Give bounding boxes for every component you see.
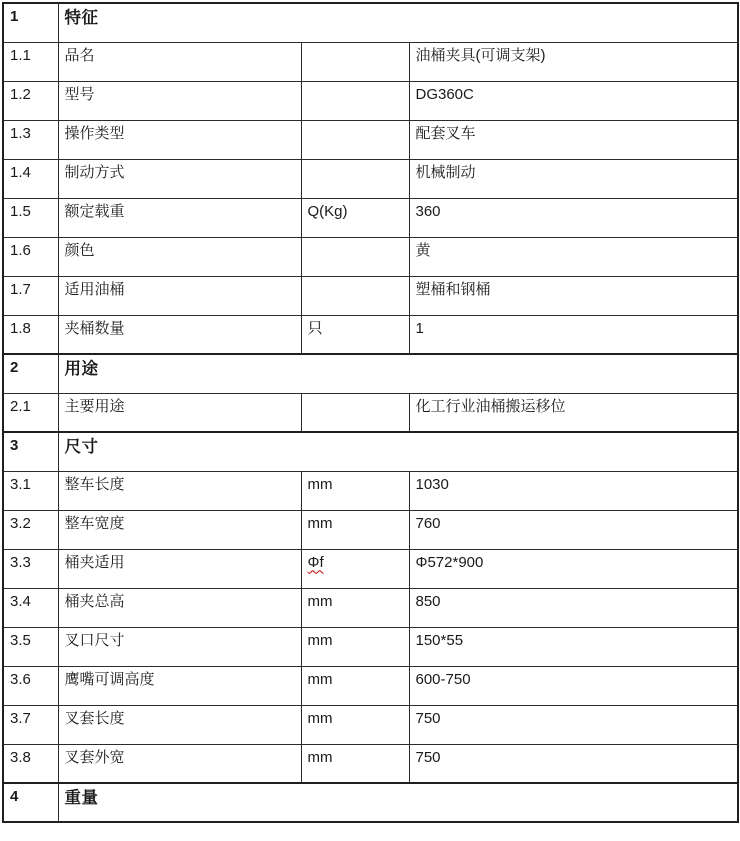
spec-value: 化工行业油桶搬运移位: [409, 393, 738, 432]
spec-unit-cell: [301, 159, 409, 198]
spec-unit: mm: [307, 748, 333, 766]
table-row: [3, 198, 738, 237]
row-number: 3.1: [3, 471, 58, 510]
spec-unit-cell: [301, 276, 409, 315]
spec-label: 颜色: [58, 237, 301, 276]
table-row: [3, 627, 738, 666]
spec-label: 制动方式: [58, 159, 301, 198]
spec-label: 桶夹总高: [58, 588, 301, 627]
table-row: [3, 588, 738, 627]
spec-unit: mm: [307, 475, 333, 493]
table-row: [3, 666, 738, 705]
row-number: 3.4: [3, 588, 58, 627]
spec-value: 黄: [409, 237, 738, 276]
row-number: 1.8: [3, 315, 58, 354]
spec-unit-cell: [301, 588, 409, 627]
table-row: [3, 705, 738, 744]
spec-value: 600-750: [409, 666, 738, 705]
row-number: 3.2: [3, 510, 58, 549]
table-row: [3, 81, 738, 120]
spec-value: 1: [409, 315, 738, 354]
spec-unit: mm: [307, 670, 333, 688]
table-row: [3, 510, 738, 549]
spec-value: 机械制动: [409, 159, 738, 198]
section-title: 用途: [58, 354, 738, 393]
spec-label: 品名: [58, 42, 301, 81]
spec-label: 叉套长度: [58, 705, 301, 744]
row-number: 1.1: [3, 42, 58, 81]
spec-label: 额定载重: [58, 198, 301, 237]
table-row: [3, 549, 738, 588]
spec-label: 适用油桶: [58, 276, 301, 315]
spec-unit: Q(Kg): [307, 202, 348, 220]
spec-unit: mm: [307, 709, 333, 727]
section-number: 3: [3, 432, 58, 471]
table-row: [3, 744, 738, 783]
row-number: 1.7: [3, 276, 58, 315]
table-row: [3, 276, 738, 315]
table-row: [3, 471, 738, 510]
table-row: [3, 315, 738, 354]
spec-label: 操作类型: [58, 120, 301, 159]
spec-unit-cell: [301, 471, 409, 510]
spec-value: 360: [409, 198, 738, 237]
spec-label: 整车长度: [58, 471, 301, 510]
spec-label: 整车宽度: [58, 510, 301, 549]
spec-label: 型号: [58, 81, 301, 120]
section-row: [3, 354, 738, 393]
row-number: 1.5: [3, 198, 58, 237]
spec-unit-cell: [301, 120, 409, 159]
spec-unit-cell: [301, 198, 409, 237]
spec-label: 主要用途: [58, 393, 301, 432]
section-title: 特征: [58, 3, 738, 42]
spec-unit-cell: [301, 549, 409, 588]
table-row: [3, 120, 738, 159]
spec-unit-cell: [301, 393, 409, 432]
table-row: [3, 159, 738, 198]
spec-unit-cell: [301, 81, 409, 120]
spec-unit: Φf: [307, 553, 324, 571]
section-title: 尺寸: [58, 432, 738, 471]
row-number: 3.7: [3, 705, 58, 744]
spec-value: 塑桶和钢桶: [409, 276, 738, 315]
row-number: 1.3: [3, 120, 58, 159]
spec-unit: mm: [307, 514, 333, 532]
spec-label: 叉套外宽: [58, 744, 301, 783]
section-row: [3, 783, 738, 822]
table-row: [3, 237, 738, 276]
spec-unit-cell: [301, 42, 409, 81]
spec-value: 150*55: [409, 627, 738, 666]
row-number: 1.6: [3, 237, 58, 276]
section-number: 1: [3, 3, 58, 42]
table-row: [3, 42, 738, 81]
spec-unit-cell: [301, 237, 409, 276]
row-number: 1.4: [3, 159, 58, 198]
table-row: [3, 393, 738, 432]
section-number: 2: [3, 354, 58, 393]
spec-unit-cell: [301, 744, 409, 783]
section-row: [3, 3, 738, 42]
section-row: [3, 432, 738, 471]
spec-value: 750: [409, 705, 738, 744]
section-title: 重量: [58, 783, 738, 822]
spec-unit-cell: [301, 510, 409, 549]
spec-value: Φ572*900: [409, 549, 738, 588]
section-number: 4: [3, 783, 58, 822]
row-number: 2.1: [3, 393, 58, 432]
spec-unit-cell: [301, 666, 409, 705]
spec-unit-cell: [301, 315, 409, 354]
row-number: 3.3: [3, 549, 58, 588]
spec-table: [2, 2, 739, 823]
spec-unit-cell: [301, 627, 409, 666]
spec-unit-cell: [301, 705, 409, 744]
spec-unit: 只: [307, 319, 323, 337]
spec-value: 760: [409, 510, 738, 549]
spec-unit: mm: [307, 592, 333, 610]
spec-value: 配套叉车: [409, 120, 738, 159]
row-number: 3.8: [3, 744, 58, 783]
spec-value: 1030: [409, 471, 738, 510]
row-number: 3.6: [3, 666, 58, 705]
spec-unit: mm: [307, 631, 333, 649]
spec-label: 鹰嘴可调高度: [58, 666, 301, 705]
spec-label: 桶夹适用: [58, 549, 301, 588]
spec-value: DG360C: [409, 81, 738, 120]
spec-value: 油桶夹具(可调支架): [409, 42, 738, 81]
row-number: 1.2: [3, 81, 58, 120]
spec-label: 叉口尺寸: [58, 627, 301, 666]
row-number: 3.5: [3, 627, 58, 666]
spec-value: 850: [409, 588, 738, 627]
spec-value: 750: [409, 744, 738, 783]
spec-label: 夹桶数量: [58, 315, 301, 354]
